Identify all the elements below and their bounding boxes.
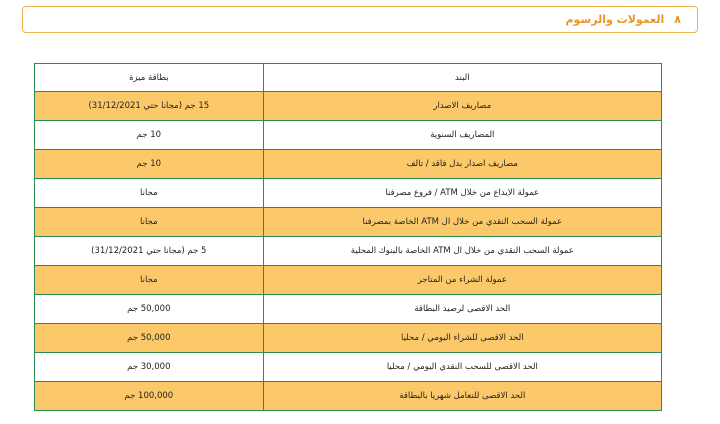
row-item-cell: عمولة الشراء من المتاجر	[263, 266, 661, 295]
table-header-row	[35, 64, 662, 92]
row-value-cell: 10 جم	[35, 150, 264, 179]
section-number: ٨	[674, 13, 681, 26]
row-value-cell: 15 جم (مجانا حتي 31/12/2021)	[35, 92, 264, 121]
row-value-cell: 50,000 جم	[35, 295, 264, 324]
accordion-header-fees[interactable]	[22, 6, 698, 33]
table-row	[35, 179, 662, 208]
row-item-cell: مصاريف اصدار بدل فاقد / تالف	[263, 150, 661, 179]
table-row	[35, 324, 662, 353]
table-row	[35, 295, 662, 324]
row-value-cell: مجانا	[35, 208, 264, 237]
fees-table	[34, 63, 662, 411]
table-row	[35, 353, 662, 382]
row-value-cell: 100,000 جم	[35, 382, 264, 411]
row-item-cell: الحد الاقصى لرصيد البطاقة	[263, 295, 661, 324]
row-item-cell: عمولة الايداع من خلال ATM / فروع مصرفنا	[263, 179, 661, 208]
table-row	[35, 237, 662, 266]
row-item-cell: الحد الاقصى للشراء اليومي / محليا	[263, 324, 661, 353]
row-item-cell: المصاريف السنوية	[263, 121, 661, 150]
row-value-cell: 30,000 جم	[35, 353, 264, 382]
row-item-cell: عمولة السحب النقدي من خلال ال ATM الخاصة بمصرفنا	[263, 208, 661, 237]
table-row	[35, 121, 662, 150]
table-row	[35, 92, 662, 121]
row-value-cell: 10 جم	[35, 121, 264, 150]
row-item-cell: مصاريف الاصدار	[263, 92, 661, 121]
row-value-cell: مجانا	[35, 266, 264, 295]
row-item-cell: الحد الاقصى للتعامل شهريا بالبطاقة	[263, 382, 661, 411]
section-title: العمولات والرسوم	[565, 13, 665, 26]
table-row	[35, 150, 662, 179]
row-value-cell: مجانا	[35, 179, 264, 208]
row-value-cell: 5 جم (مجانا حتي 31/12/2021)	[35, 237, 264, 266]
column-header-item: البند	[263, 64, 661, 92]
row-item-cell: الحد الاقصى للسحب النقدي اليومي / محليا	[263, 353, 661, 382]
table-row	[35, 208, 662, 237]
column-header-value: بطاقة ميزة	[35, 64, 264, 92]
row-value-cell: 50,000 جم	[35, 324, 264, 353]
table-row	[35, 266, 662, 295]
row-item-cell: عمولة السحب النقدي من خلال ال ATM الخاصة بالبنوك المحلية	[263, 237, 661, 266]
table-row	[35, 382, 662, 411]
